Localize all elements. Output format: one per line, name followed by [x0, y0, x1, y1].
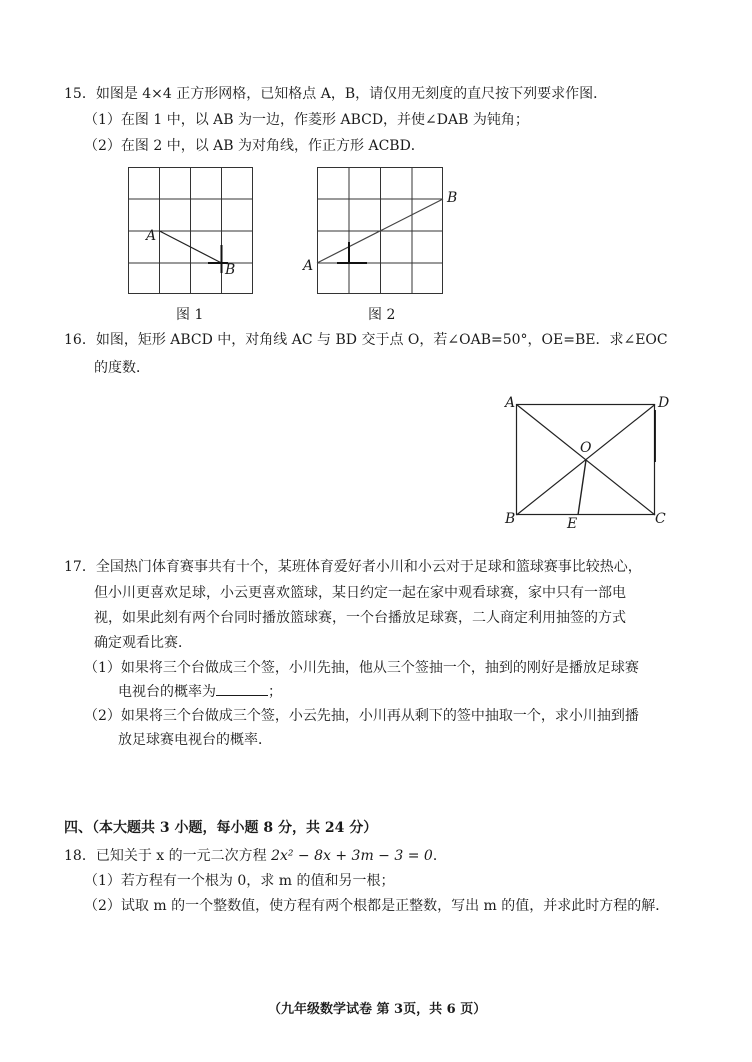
q17-part1-text: 电视台的概率为	[118, 684, 216, 700]
label-c: C	[655, 511, 666, 527]
q18-part2: （2）试取 m 的一个整数值，使方程有两个根都是正整数，写出 m 的值，并求此时方程的解．	[84, 898, 670, 914]
q17-part2-line1: （2）如果将三个台做成三个签，小云先抽，小川再从剩下的签中抽取一个，求小川抽到播	[84, 708, 639, 724]
q18-stem	[64, 846, 447, 866]
q18-part1: （1）若方程有一个根为 0，求 m 的值和另一根；	[84, 873, 395, 889]
label-a: A	[505, 395, 516, 411]
q15-stem: 15．如图是 4×4 正方形网格，已知格点 A，B，请仅用无刻度的直尺按下列要求作图．	[64, 86, 608, 102]
rectangle-figure	[516, 404, 656, 516]
q17-part1-end: ；	[268, 684, 282, 700]
segment-oe	[578, 460, 586, 515]
q17-part1-line1: （1）如果将三个台做成三个签，小川先抽，他从三个签抽一个，抽到的刚好是播放足球赛	[84, 660, 639, 676]
q18-stem-end: ．	[432, 848, 447, 864]
q15-part1: （1）在图 1 中，以 AB 为一边，作菱形 ABCD，并使∠DAB 为钝角；	[84, 112, 529, 128]
page-footer: （九年级数学试卷 第 3页，共 6 页）	[268, 1002, 487, 1017]
fig1-point-a: A	[146, 228, 157, 244]
fig2-caption: 图 2	[368, 307, 396, 323]
q17-line2: 但小川更喜欢足球，小云更喜欢篮球，某日约定一起在家中观看球赛，家中只有一部电	[94, 585, 626, 601]
label-o: O	[580, 440, 592, 456]
q16-line1: 16．如图，矩形 ABCD 中，对角线 AC 与 BD 交于点 O，若∠OAB=50°，OE=BE．求∠EOC	[64, 332, 668, 348]
fig2-point-a: A	[303, 258, 314, 274]
q17-line3: 视，如果此刻有两个台同时播放篮球赛，一个台播放足球赛，二人商定利用抽签的方式	[94, 610, 626, 626]
fig1-point-b: B	[225, 262, 236, 278]
q17-part1-line2	[118, 681, 282, 702]
figure-2-grid	[317, 167, 443, 295]
label-e: E	[567, 516, 578, 532]
q17-line1: 17．全国热门体育赛事共有十个，某班体育爱好者小川和小云对于足球和篮球赛事比较热心，	[64, 559, 642, 575]
fig2-point-b: B	[447, 190, 458, 206]
answer-blank[interactable]	[216, 681, 268, 696]
q17-part2-line2: 放足球赛电视台的概率．	[118, 732, 272, 748]
fig1-caption: 图 1	[176, 307, 204, 323]
q15-part2: （2）在图 2 中，以 AB 为对角线，作正方形 ACBD．	[84, 138, 425, 154]
q18-equation: 2x² − 8x + 3m − 3 = 0	[271, 848, 433, 864]
q16-line2: 的度数．	[94, 360, 150, 376]
label-d: D	[658, 395, 670, 411]
section-4-title: 四、（本大题共 3 小题，每小题 8 分，共 24 分）	[64, 820, 378, 836]
q17-line4: 确定观看比赛．	[94, 635, 192, 651]
label-b: B	[505, 511, 516, 527]
q18-stem-text: 18．已知关于 x 的一元二次方程	[64, 848, 272, 864]
